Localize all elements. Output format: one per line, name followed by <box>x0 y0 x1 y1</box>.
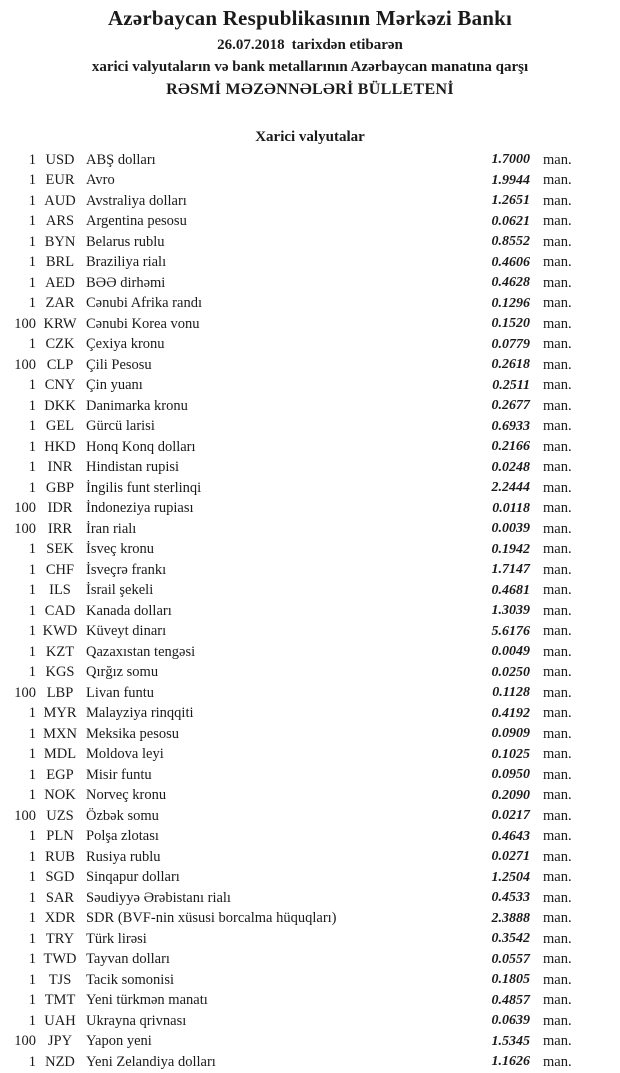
unit-cell: man. <box>543 787 572 804</box>
currency-row <box>0 355 620 376</box>
rate-value-cell: 0.1128 <box>492 685 530 701</box>
unit-cell: man. <box>543 1033 572 1050</box>
currency-row <box>0 683 620 704</box>
currency-code-cell: GEL <box>45 418 75 435</box>
rate-value-cell: 0.0250 <box>491 664 530 680</box>
unit-cell: man. <box>543 1053 572 1070</box>
currency-code-cell: XDR <box>44 910 76 927</box>
unit-cell: man. <box>543 889 572 906</box>
currency-code-cell: MDL <box>43 746 77 763</box>
currency-name-cell: Tacik somonisi <box>86 971 174 988</box>
rate-value-cell: 0.1520 <box>491 316 530 332</box>
currency-name-cell: Özbək somu <box>86 807 159 824</box>
currency-code-cell: KGS <box>45 664 75 681</box>
nominal-cell: 1 <box>28 869 36 886</box>
rate-value-cell: 0.4192 <box>491 705 530 721</box>
rate-value-cell: 0.0248 <box>491 459 530 475</box>
currency-row <box>0 294 620 315</box>
currency-row <box>0 581 620 602</box>
currency-row <box>0 191 620 212</box>
currency-code-cell: CHF <box>45 561 75 578</box>
nominal-cell: 1 <box>28 848 36 865</box>
currency-name-cell: Yapon yeni <box>86 1033 152 1050</box>
rate-value-cell: 1.1626 <box>491 1054 530 1070</box>
unit-cell: man. <box>543 910 572 927</box>
nominal-cell: 1 <box>28 254 36 271</box>
rate-value-cell: 0.4857 <box>491 992 530 1008</box>
rate-value-cell: 0.4643 <box>491 828 530 844</box>
unit-cell: man. <box>543 602 572 619</box>
currency-code-cell: JPY <box>47 1033 73 1050</box>
currency-name-cell: İsveç kronu <box>86 541 155 558</box>
rate-value-cell: 0.4681 <box>491 582 530 598</box>
unit-cell: man. <box>543 295 572 312</box>
currency-name-cell: Ukrayna qrivnası <box>86 1012 187 1029</box>
nominal-cell: 1 <box>28 459 36 476</box>
currency-row <box>0 499 620 520</box>
nominal-cell: 1 <box>28 418 36 435</box>
unit-cell: man. <box>543 664 572 681</box>
currency-code-cell: TJS <box>48 971 72 988</box>
unit-cell: man. <box>543 971 572 988</box>
rate-value-cell: 0.1805 <box>491 972 530 988</box>
currency-row <box>0 1032 620 1053</box>
rate-value-cell: 1.9944 <box>491 172 530 188</box>
unit-cell: man. <box>543 254 572 271</box>
currency-row <box>0 212 620 233</box>
currency-name-cell: Misir funtu <box>86 766 152 783</box>
nominal-cell: 1 <box>28 1012 36 1029</box>
rate-value-cell: 5.6176 <box>491 623 530 639</box>
currency-name-cell: İsveçrə frankı <box>86 561 167 578</box>
currency-name-cell: Meksika pesosu <box>86 725 180 742</box>
rate-value-cell: 0.0779 <box>491 336 530 352</box>
currency-name-cell: Çin yuanı <box>86 377 143 394</box>
currency-code-cell: MYR <box>43 705 77 722</box>
currency-row <box>0 786 620 807</box>
currency-row <box>0 888 620 909</box>
nominal-cell: 1 <box>28 336 36 353</box>
currency-name-cell: Qırğız somu <box>86 664 159 681</box>
nominal-cell: 1 <box>28 582 36 599</box>
currency-code-cell: BRL <box>45 254 75 271</box>
currency-name-cell: Qazaxıstan tengəsi <box>86 643 196 660</box>
effective-date-line <box>0 37 620 54</box>
rate-value-cell: 0.1025 <box>491 746 530 762</box>
unit-cell: man. <box>543 356 572 373</box>
rate-value-cell: 1.7000 <box>491 152 530 168</box>
currency-code-cell: EGP <box>46 766 74 783</box>
nominal-cell: 1 <box>28 971 36 988</box>
currency-name-cell: Avstraliya dolları <box>86 192 187 209</box>
rate-value-cell: 0.0621 <box>491 213 530 229</box>
unit-cell: man. <box>543 561 572 578</box>
currency-name-cell: Honq Konq dolları <box>86 438 196 455</box>
unit-cell: man. <box>543 336 572 353</box>
nominal-cell: 1 <box>28 992 36 1009</box>
nominal-cell: 100 <box>14 520 36 537</box>
nominal-cell: 1 <box>28 828 36 845</box>
currency-name-cell: İsrail şekeli <box>86 582 154 599</box>
currency-code-cell: CNY <box>44 377 76 394</box>
currency-name-cell: İngilis funt sterlinqi <box>86 479 202 496</box>
currency-row <box>0 540 620 561</box>
currency-name-cell: İran rialı <box>86 520 137 537</box>
currency-name-cell: Tayvan dolları <box>86 951 170 968</box>
rate-value-cell: 0.4533 <box>491 890 530 906</box>
currency-name-cell: Moldova leyi <box>86 746 164 763</box>
currency-name-cell: Çexiya kronu <box>86 336 165 353</box>
currency-row <box>0 868 620 889</box>
unit-cell: man. <box>543 725 572 742</box>
nominal-cell: 1 <box>28 602 36 619</box>
currency-code-cell: LBP <box>46 684 74 701</box>
currency-code-cell: IRR <box>47 520 73 537</box>
nominal-cell: 1 <box>28 930 36 947</box>
rate-value-cell: 0.2166 <box>491 439 530 455</box>
rate-value-cell: 0.4606 <box>491 254 530 270</box>
currency-name-cell: Küveyt dinarı <box>86 623 167 640</box>
currency-code-cell: TMT <box>44 992 76 1009</box>
nominal-cell: 1 <box>28 295 36 312</box>
currency-name-cell: Livan funtu <box>86 684 155 701</box>
currency-row <box>0 909 620 930</box>
currency-row <box>0 273 620 294</box>
nominal-cell: 100 <box>14 1033 36 1050</box>
nominal-cell: 100 <box>14 315 36 332</box>
nominal-cell: 1 <box>28 397 36 414</box>
currency-row <box>0 745 620 766</box>
currency-code-cell: AED <box>45 274 75 291</box>
currency-row <box>0 663 620 684</box>
nominal-cell: 100 <box>14 500 36 517</box>
nominal-cell: 1 <box>28 889 36 906</box>
unit-cell: man. <box>543 541 572 558</box>
currency-row <box>0 150 620 171</box>
unit-cell: man. <box>543 623 572 640</box>
currency-name-cell: Cənubi Afrika randı <box>86 295 202 312</box>
currency-row <box>0 806 620 827</box>
unit-cell: man. <box>543 582 572 599</box>
rate-value-cell: 0.8552 <box>491 234 530 250</box>
unit-cell: man. <box>543 438 572 455</box>
rate-value-cell: 0.0271 <box>491 849 530 865</box>
unit-cell: man. <box>543 315 572 332</box>
rate-value-cell: 1.2504 <box>491 869 530 885</box>
nominal-cell: 1 <box>28 664 36 681</box>
rate-value-cell: 2.3888 <box>491 910 530 926</box>
currency-row <box>0 171 620 192</box>
currency-row <box>0 950 620 971</box>
currency-name-cell: Sinqapur dolları <box>86 869 180 886</box>
currency-code-cell: HKD <box>44 438 76 455</box>
rate-value-cell: 1.7147 <box>491 562 530 578</box>
currency-code-cell: EUR <box>45 172 75 189</box>
section-title-foreign-currencies: Xarici valyutalar <box>255 129 365 145</box>
currency-code-cell: ARS <box>45 213 75 230</box>
rate-value-cell: 1.5345 <box>491 1033 530 1049</box>
currency-code-cell: TRY <box>45 930 75 947</box>
currency-name-cell: Polşa zlotası <box>86 828 159 845</box>
nominal-cell: 1 <box>28 438 36 455</box>
currency-code-cell: CLP <box>46 356 74 373</box>
nominal-cell: 1 <box>28 172 36 189</box>
unit-cell: man. <box>543 459 572 476</box>
nominal-cell: 1 <box>28 479 36 496</box>
nominal-cell: 1 <box>28 274 36 291</box>
currency-row <box>0 622 620 643</box>
nominal-cell: 1 <box>28 951 36 968</box>
currency-name-cell: Braziliya rialı <box>86 254 167 271</box>
unit-cell: man. <box>543 418 572 435</box>
unit-cell: man. <box>543 746 572 763</box>
nominal-cell: 1 <box>28 233 36 250</box>
nominal-cell: 1 <box>28 377 36 394</box>
currency-row <box>0 991 620 1012</box>
rate-value-cell: 0.2511 <box>492 377 530 393</box>
rate-value-cell: 0.0557 <box>491 951 530 967</box>
currency-row <box>0 1011 620 1032</box>
currency-row <box>0 232 620 253</box>
currency-row <box>0 601 620 622</box>
effective-date-suffix: tarixdən etibarən <box>291 37 403 53</box>
unit-cell: man. <box>543 233 572 250</box>
currency-code-cell: INR <box>47 459 73 476</box>
currency-name-cell: SDR (BVF-nin xüsusi borcalma hüquqları) <box>86 910 337 927</box>
currency-name-cell: Cənubi Korea vonu <box>86 315 200 332</box>
currency-row <box>0 560 620 581</box>
currency-row <box>0 376 620 397</box>
unit-cell: man. <box>543 172 572 189</box>
nominal-cell: 1 <box>28 910 36 927</box>
currency-code-cell: NZD <box>45 1053 75 1070</box>
unit-cell: man. <box>543 479 572 496</box>
unit-cell: man. <box>543 992 572 1009</box>
currency-code-cell: CZK <box>45 336 75 353</box>
currency-name-cell: Rusiya rublu <box>86 848 161 865</box>
rate-value-cell: 0.0217 <box>491 808 530 824</box>
nominal-cell: 100 <box>14 684 36 701</box>
unit-cell: man. <box>543 397 572 414</box>
unit-cell: man. <box>543 869 572 886</box>
currency-row <box>0 642 620 663</box>
currency-row <box>0 458 620 479</box>
nominal-cell: 1 <box>28 705 36 722</box>
currency-code-cell: UAH <box>44 1012 76 1029</box>
nominal-cell: 1 <box>28 541 36 558</box>
currency-name-cell: Yeni türkmən manatı <box>86 992 208 1009</box>
bank-title: Azərbaycan Respublikasının Mərkəzi Bankı <box>107 6 513 30</box>
bulletin-title: RƏSMİ MƏZƏNNƏLƏRİ BÜLLETENİ <box>166 81 454 98</box>
unit-cell: man. <box>543 643 572 660</box>
unit-cell: man. <box>543 807 572 824</box>
currency-name-cell: Norveç kronu <box>86 787 167 804</box>
currency-name-cell: İndoneziya rupiası <box>86 500 194 517</box>
currency-code-cell: UZS <box>46 807 74 824</box>
unit-cell: man. <box>543 500 572 517</box>
currency-row <box>0 519 620 540</box>
currency-name-cell: Argentina pesosu <box>86 213 187 230</box>
rate-value-cell: 0.1296 <box>491 295 530 311</box>
rate-value-cell: 0.0909 <box>491 726 530 742</box>
currency-row <box>0 765 620 786</box>
currency-code-cell: TWD <box>43 951 77 968</box>
nominal-cell: 1 <box>28 746 36 763</box>
rate-value-cell: 0.3542 <box>491 931 530 947</box>
currency-name-cell: Səudiyyə Ərəbistanı rialı <box>86 889 231 906</box>
subtitle: xarici valyutaların və bank metallarının Azərbaycan manatına qarşı <box>91 59 529 75</box>
nominal-cell: 1 <box>28 151 36 168</box>
rate-value-cell: 0.0049 <box>491 644 530 660</box>
currency-name-cell: Belarus rublu <box>86 233 165 250</box>
rate-value-cell: 0.4628 <box>491 275 530 291</box>
rate-value-cell: 1.3039 <box>491 603 530 619</box>
unit-cell: man. <box>543 766 572 783</box>
currency-code-cell: GBP <box>45 479 75 496</box>
currency-name-cell: Avro <box>86 172 115 189</box>
currency-code-cell: SAR <box>45 889 75 906</box>
currency-code-cell: NOK <box>44 787 76 804</box>
unit-cell: man. <box>543 151 572 168</box>
currency-row <box>0 478 620 499</box>
currency-code-cell: IDR <box>47 500 73 517</box>
unit-cell: man. <box>543 377 572 394</box>
currency-row <box>0 929 620 950</box>
currency-row <box>0 396 620 417</box>
currency-row <box>0 335 620 356</box>
nominal-cell: 100 <box>14 356 36 373</box>
currency-code-cell: SEK <box>46 541 74 558</box>
currency-row <box>0 314 620 335</box>
currency-name-cell: Danimarka kronu <box>86 397 188 414</box>
currency-row <box>0 827 620 848</box>
effective-date: 26.07.2018 <box>217 37 285 53</box>
currency-name-cell: Çili Pesosu <box>86 356 152 373</box>
rate-value-cell: 0.0118 <box>492 500 530 516</box>
currency-code-cell: PLN <box>46 828 74 845</box>
rate-value-cell: 0.1942 <box>491 541 530 557</box>
unit-cell: man. <box>543 951 572 968</box>
unit-cell: man. <box>543 274 572 291</box>
currency-row <box>0 417 620 438</box>
nominal-cell: 1 <box>28 725 36 742</box>
nominal-cell: 1 <box>28 766 36 783</box>
currency-name-cell: Kanada dolları <box>86 602 172 619</box>
currency-rates-table <box>0 150 620 1073</box>
currency-code-cell: KZT <box>45 643 75 660</box>
unit-cell: man. <box>543 930 572 947</box>
rate-value-cell: 0.0039 <box>491 521 530 537</box>
currency-name-cell: Malayziya rinqqiti <box>86 705 194 722</box>
currency-code-cell: ILS <box>49 582 71 599</box>
currency-code-cell: KWD <box>42 623 78 640</box>
unit-cell: man. <box>543 1012 572 1029</box>
currency-name-cell: Yeni Zelandiya dolları <box>86 1053 216 1070</box>
nominal-cell: 1 <box>28 1053 36 1070</box>
currency-code-cell: BYN <box>44 233 76 250</box>
currency-name-cell: BƏƏ dirhəmi <box>86 274 166 291</box>
unit-cell: man. <box>543 828 572 845</box>
currency-code-cell: AUD <box>44 192 76 209</box>
unit-cell: man. <box>543 684 572 701</box>
currency-code-cell: RUB <box>45 848 75 865</box>
unit-cell: man. <box>543 213 572 230</box>
currency-code-cell: MXN <box>43 725 77 742</box>
nominal-cell: 1 <box>28 192 36 209</box>
currency-name-cell: Gürcü larisi <box>86 418 155 435</box>
currency-row <box>0 253 620 274</box>
nominal-cell: 1 <box>28 561 36 578</box>
nominal-cell: 1 <box>28 623 36 640</box>
rate-value-cell: 0.0950 <box>491 767 530 783</box>
rate-value-cell: 0.2677 <box>491 398 530 414</box>
currency-name-cell: ABŞ dolları <box>86 151 156 168</box>
currency-code-cell: USD <box>45 151 75 168</box>
nominal-cell: 100 <box>14 807 36 824</box>
currency-row <box>0 437 620 458</box>
rate-value-cell: 0.0639 <box>491 1013 530 1029</box>
currency-row <box>0 847 620 868</box>
currency-code-cell: ZAR <box>45 295 75 312</box>
currency-row <box>0 1052 620 1073</box>
unit-cell: man. <box>543 192 572 209</box>
currency-code-cell: SGD <box>45 869 75 886</box>
currency-row <box>0 704 620 725</box>
rate-value-cell: 1.2651 <box>491 193 530 209</box>
rate-value-cell: 0.6933 <box>491 418 530 434</box>
currency-code-cell: CAD <box>44 602 76 619</box>
currency-row <box>0 724 620 745</box>
rate-value-cell: 0.2618 <box>491 357 530 373</box>
currency-row <box>0 970 620 991</box>
rate-value-cell: 0.2090 <box>491 787 530 803</box>
currency-name-cell: Hindistan rupisi <box>86 459 180 476</box>
nominal-cell: 1 <box>28 643 36 660</box>
rate-value-cell: 2.2444 <box>491 480 530 496</box>
unit-cell: man. <box>543 848 572 865</box>
currency-name-cell: Türk lirəsi <box>86 930 147 947</box>
unit-cell: man. <box>543 705 572 722</box>
nominal-cell: 1 <box>28 787 36 804</box>
nominal-cell: 1 <box>28 213 36 230</box>
currency-code-cell: KRW <box>43 315 77 332</box>
currency-code-cell: DKK <box>44 397 76 414</box>
unit-cell: man. <box>543 520 572 537</box>
